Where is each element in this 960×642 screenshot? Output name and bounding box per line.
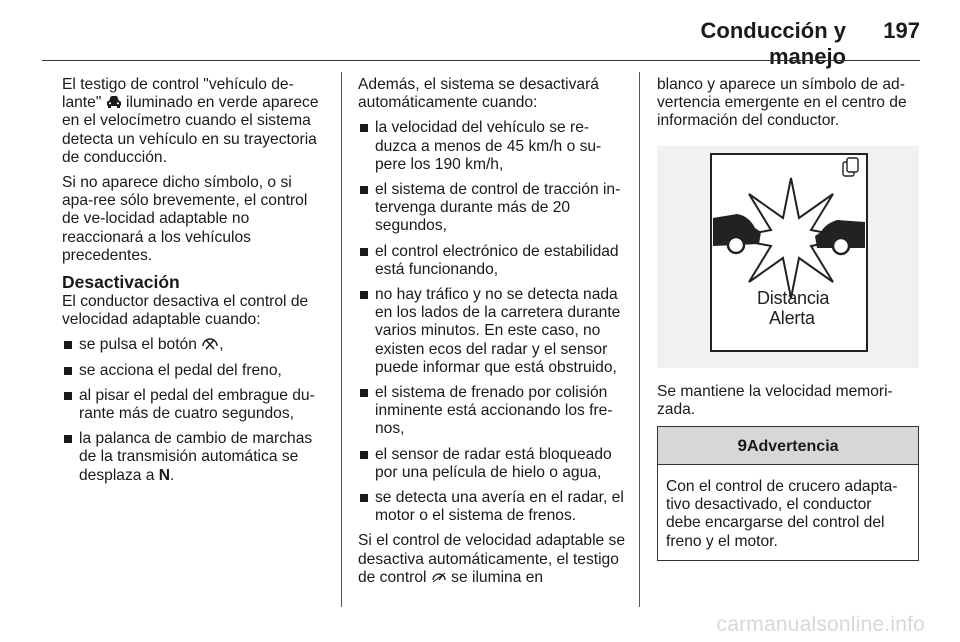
watermark: carmanualsonline.info: [716, 613, 925, 636]
column-divider-left: [341, 72, 342, 607]
auto-deactivation-list: [358, 119, 626, 525]
closing-paragraph: [358, 532, 626, 587]
list-item: al pisar el pedal del embrague du-rante más de cuatro segundos,: [62, 387, 326, 423]
warning-box: [657, 426, 919, 561]
list-item: el sistema de control de tracción in-tervenga durante más de 20 segundos,: [358, 181, 626, 236]
page-number: 197: [883, 18, 920, 43]
list-item-text: ,: [219, 336, 224, 354]
list-item: la velocidad del vehículo se re-duzca a menos de 45 km/h o su-pere los 190 km/h,: [358, 119, 626, 174]
figure-label-alert: Alerta: [769, 307, 815, 328]
cruise-cancel-icon: [201, 337, 219, 351]
list-item-text: la palanca de cambio de marchas de la transmisión automática se desplaza a: [79, 430, 313, 484]
list-item-text: se pulsa el botón: [79, 336, 197, 354]
paragraph-speed-maintained: Se mantiene la velocidad memori-zada.: [657, 382, 893, 418]
auto-deactivation-intro: Además, el sistema se desactivará automáticamente cuando:: [358, 76, 599, 112]
list-item: [62, 430, 326, 485]
column-1: [62, 76, 326, 492]
paragraph-no-symbol: Si no aparece dicho símbolo, o si apa-ree sólo brevemente, el control de ve-locidad adaptable no reaccionará a los vehículos precedentes.: [62, 174, 308, 264]
warning-text: Con el control de crucero adapta-tivo desactivado, el conductor debe encargarse del control del freno y el motor.: [666, 478, 898, 550]
header-title: Conducción y manejo: [700, 18, 846, 69]
warning-header: [658, 427, 918, 465]
distance-alert-illustration: [657, 146, 919, 368]
column-2: [358, 76, 626, 594]
list-item: el control electrónico de estabilidad está funcionando,: [358, 243, 626, 279]
paragraph-indicator: [62, 76, 326, 167]
list-item: se acciona el pedal del freno,: [62, 362, 326, 380]
paragraph-text: El testigo de control "vehículo de-lante": [62, 76, 294, 112]
section-intro: El conductor desactiva el control de velocidad adaptable cuando:: [62, 293, 309, 329]
column-3: [657, 76, 919, 561]
list-item: [62, 336, 326, 354]
paragraph-text: Si el control de velocidad adaptable se desactiva automáticamente, el testigo de control: [358, 532, 626, 586]
gear-position: N: [158, 466, 171, 484]
section-title: Desactivación: [62, 272, 180, 293]
list-item: no hay tráfico y no se detecta nada en los lados de la carretera durante varios minutos. En este caso, no existen ecos del radar y el sensor puede informar que está obstruido,: [358, 286, 626, 377]
paragraph-text: iluminado en verde aparece en el velocímetro cuando el sistema detecta un vehículo en su trayectoria de conducción.: [62, 94, 319, 166]
warning-triangle-icon: 9: [737, 436, 747, 456]
list-item: el sensor de radar está bloqueado por una película de hielo o agua,: [358, 446, 626, 482]
list-item: se detecta una avería en el radar, el motor o el sistema de frenos.: [358, 489, 626, 525]
paragraph-text: se ilumina en: [451, 568, 544, 586]
cruise-control-icon: [431, 570, 447, 584]
distance-alert-figure: [657, 146, 919, 368]
deactivation-list: [62, 336, 326, 484]
paragraph-warning-popup: blanco y aparece un símbolo de ad-vertencia emergente en el centro de información del conductor.: [657, 76, 907, 130]
header-rule: [42, 60, 920, 61]
column-divider-right: [639, 72, 640, 607]
vehicle-ahead-icon: [106, 95, 122, 109]
list-item: el sistema de frenado por colisión inminente está accionando los fre-nos,: [358, 384, 626, 439]
list-item-text: .: [170, 466, 175, 484]
warning-title: Advertencia: [746, 438, 839, 456]
figure-label-distance: Distancia: [757, 287, 830, 308]
